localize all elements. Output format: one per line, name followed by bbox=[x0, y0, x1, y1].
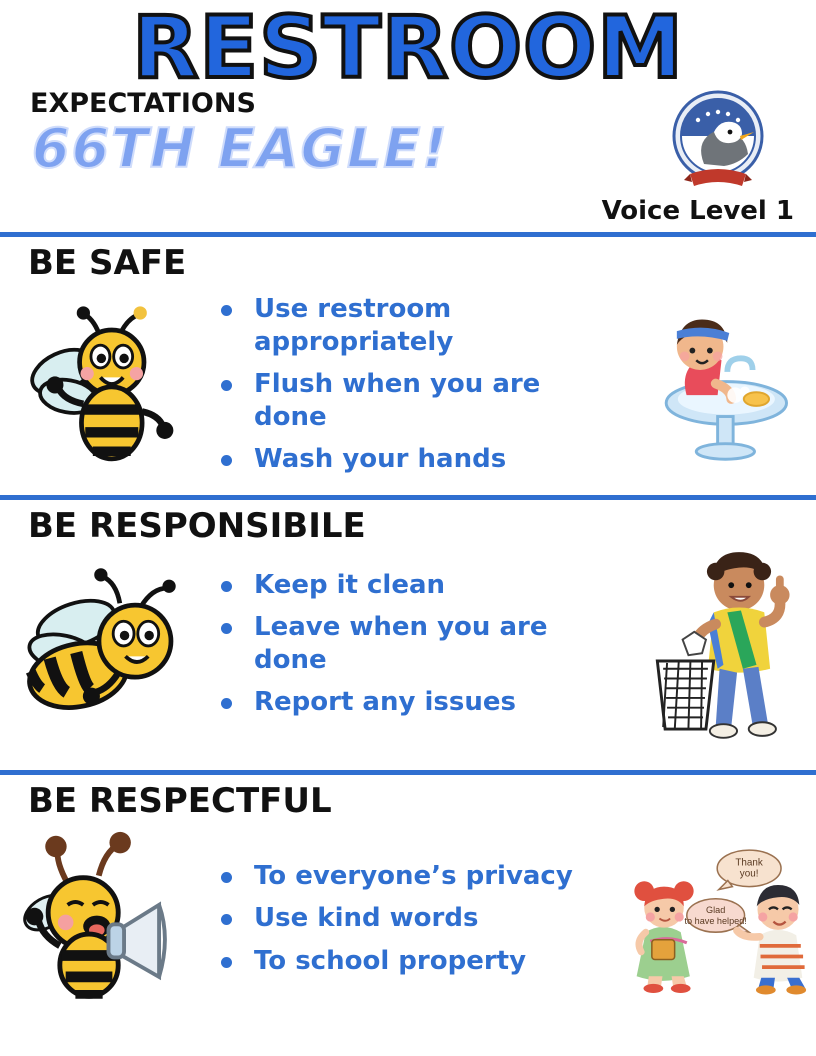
bullet-text: Keep it clean bbox=[254, 569, 446, 600]
eagle-school-seal-icon bbox=[654, 86, 782, 194]
list-item bbox=[221, 902, 626, 935]
bullet-dot-icon bbox=[221, 914, 232, 925]
list-item bbox=[221, 611, 626, 676]
bullet-dot-icon bbox=[221, 698, 232, 709]
bullet-text: Leave when you are done bbox=[254, 612, 548, 675]
children-thank-you-icon bbox=[626, 821, 816, 1016]
bullet-dot-icon bbox=[221, 305, 232, 316]
bullet-dot-icon bbox=[221, 581, 232, 592]
list-item bbox=[221, 569, 626, 602]
bullet-dot-icon bbox=[221, 957, 232, 968]
bullet-dot-icon bbox=[221, 872, 232, 883]
bee-megaphone-icon bbox=[0, 829, 215, 1009]
section-title: BE SAFE bbox=[28, 243, 187, 283]
boy-throwing-trash-icon bbox=[626, 546, 816, 741]
bullet-text: Wash your hands bbox=[254, 444, 507, 474]
section-be-safe bbox=[0, 237, 816, 495]
list-item bbox=[221, 443, 626, 476]
section-be-respectful bbox=[0, 775, 816, 1045]
bullet-text: To school property bbox=[254, 945, 527, 976]
list-item bbox=[221, 945, 626, 978]
bullet-dot-icon bbox=[221, 380, 232, 391]
bullet-list bbox=[215, 559, 626, 729]
bullet-text: Report any issues bbox=[254, 687, 516, 717]
page-subtitle: EXPECTATIONS bbox=[30, 87, 256, 119]
bullet-dot-icon bbox=[221, 455, 232, 466]
svg-text:you!: you! bbox=[739, 868, 759, 880]
svg-text:Thank: Thank bbox=[735, 857, 763, 869]
svg-text:to have helped!: to have helped! bbox=[684, 915, 747, 926]
list-item bbox=[221, 686, 626, 719]
bullet-text: Flush when you are done bbox=[254, 369, 541, 432]
bullet-text: Use kind words bbox=[254, 903, 479, 934]
girl-washing-hands-icon bbox=[626, 302, 816, 467]
list-item bbox=[221, 860, 626, 893]
poster-header bbox=[0, 0, 816, 232]
section-title: BE RESPONSIBILE bbox=[28, 506, 366, 546]
bullet-list bbox=[215, 283, 626, 486]
school-name: 66TH EAGLE! bbox=[32, 116, 449, 180]
list-item bbox=[221, 368, 626, 433]
voice-level-label: Voice Level 1 bbox=[601, 196, 794, 226]
bullet-text: Use restroom appropriately bbox=[254, 294, 454, 357]
svg-text:Glad: Glad bbox=[706, 905, 726, 916]
page-title: RESTROOM bbox=[132, 0, 684, 98]
bee-flying-icon bbox=[0, 554, 215, 734]
bullet-list bbox=[215, 850, 626, 988]
bee-waving-icon bbox=[0, 294, 215, 474]
list-item bbox=[221, 293, 626, 358]
section-be-responsibile bbox=[0, 500, 816, 770]
bullet-text: To everyone’s privacy bbox=[254, 860, 573, 891]
bullet-dot-icon bbox=[221, 623, 232, 634]
section-title: BE RESPECTFUL bbox=[28, 781, 332, 821]
